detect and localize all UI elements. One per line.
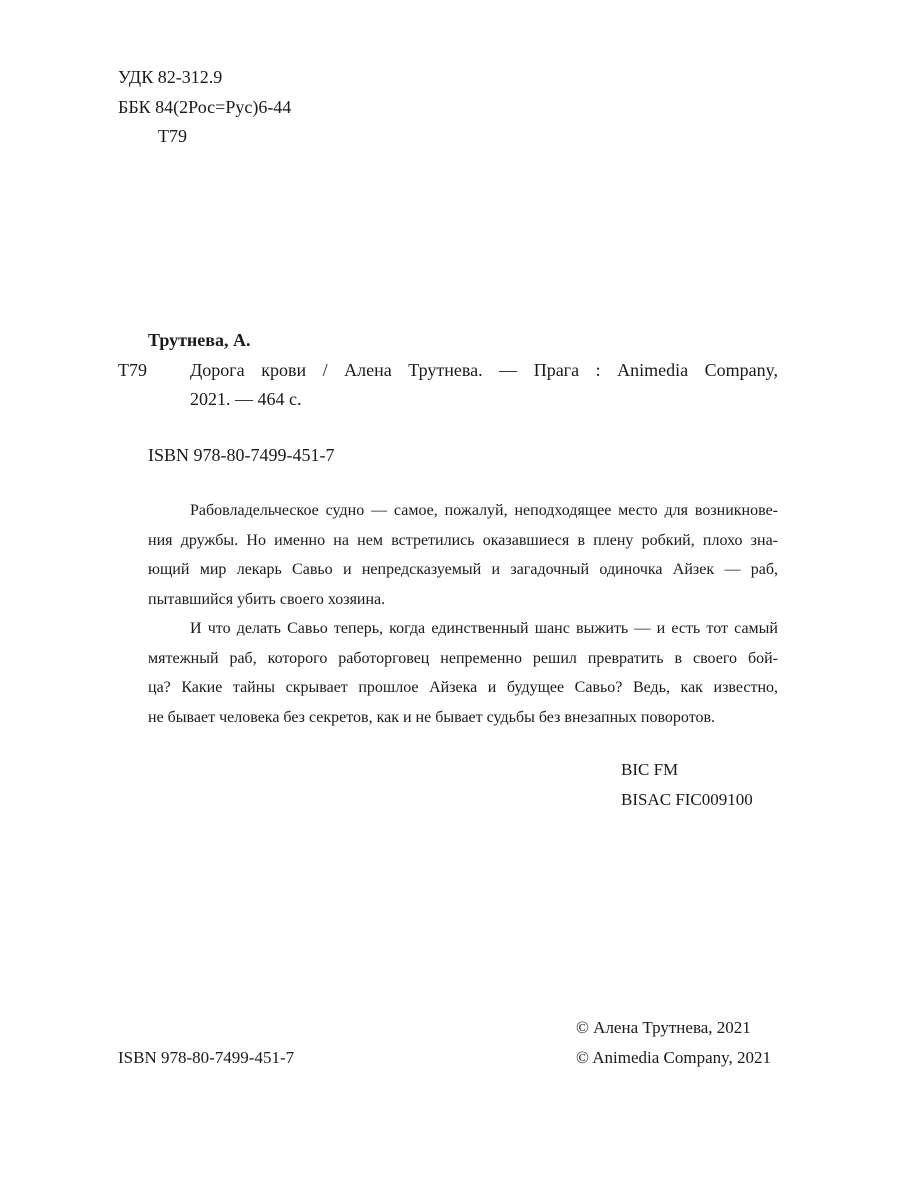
copyright-publisher: © Animedia Company, 2021 <box>576 1048 772 1067</box>
bibliographic-description <box>190 361 778 408</box>
annotation-line: мятежный раб, которого работорговец непременно решил превратить в своего бой- <box>148 649 778 667</box>
annotation-line: ния дружбы. Но именно на нем встретились оказавшиеся в плену робкий, плохо зна- <box>148 531 778 549</box>
udk-code: УДК 82-312.9 <box>118 67 223 87</box>
annotation-line: пытавшийся убить своего хозяина. <box>148 590 386 608</box>
annotation-line: И что делать Савьо теперь, когда единственный шанс выжить — и есть тот самый <box>190 620 778 637</box>
annotation-line: Рабовладельческое судно — самое, пожалуй, неподходящее место для возникнове- <box>190 502 778 519</box>
annotation-line: не бывает человека без секретов, как и не бывает судьбы без внезапных поворотов. <box>148 708 716 726</box>
footer-isbn: ISBN 978-80-7499-451-7 <box>118 1048 295 1067</box>
annotation-line: ца? Какие тайны скрывает прошлое Айзека и будущее Савьо? Ведь, как известно, <box>148 679 778 696</box>
record-author-mark: Т79 <box>118 360 147 380</box>
record-author: Трутнева, А. <box>148 330 251 350</box>
annotation-line: ющий мир лекарь Савьо и непредсказуемый и загадочный одиночка Айзек — раб, <box>148 561 778 578</box>
copyright-author: © Алена Трутнева, 2021 <box>576 1018 751 1037</box>
bbk-code: ББК 84(2Рос=Рус)6-44 <box>118 97 292 117</box>
record-isbn: ISBN 978-80-7499-451-7 <box>148 445 335 465</box>
annotation <box>148 502 778 738</box>
biblio-line-1: Дорога крови / Алена Трутнева. — Прага : Animedia Company, <box>190 360 778 380</box>
annotation-paragraph-1 <box>148 502 778 620</box>
annotation-paragraph-2 <box>148 620 778 738</box>
biblio-line-2: 2021. — 464 с. <box>190 389 302 409</box>
bisac-code: BISAC FIC009100 <box>621 790 753 809</box>
bic-code: BIC FM <box>621 760 679 779</box>
author-mark: Т79 <box>158 126 187 146</box>
